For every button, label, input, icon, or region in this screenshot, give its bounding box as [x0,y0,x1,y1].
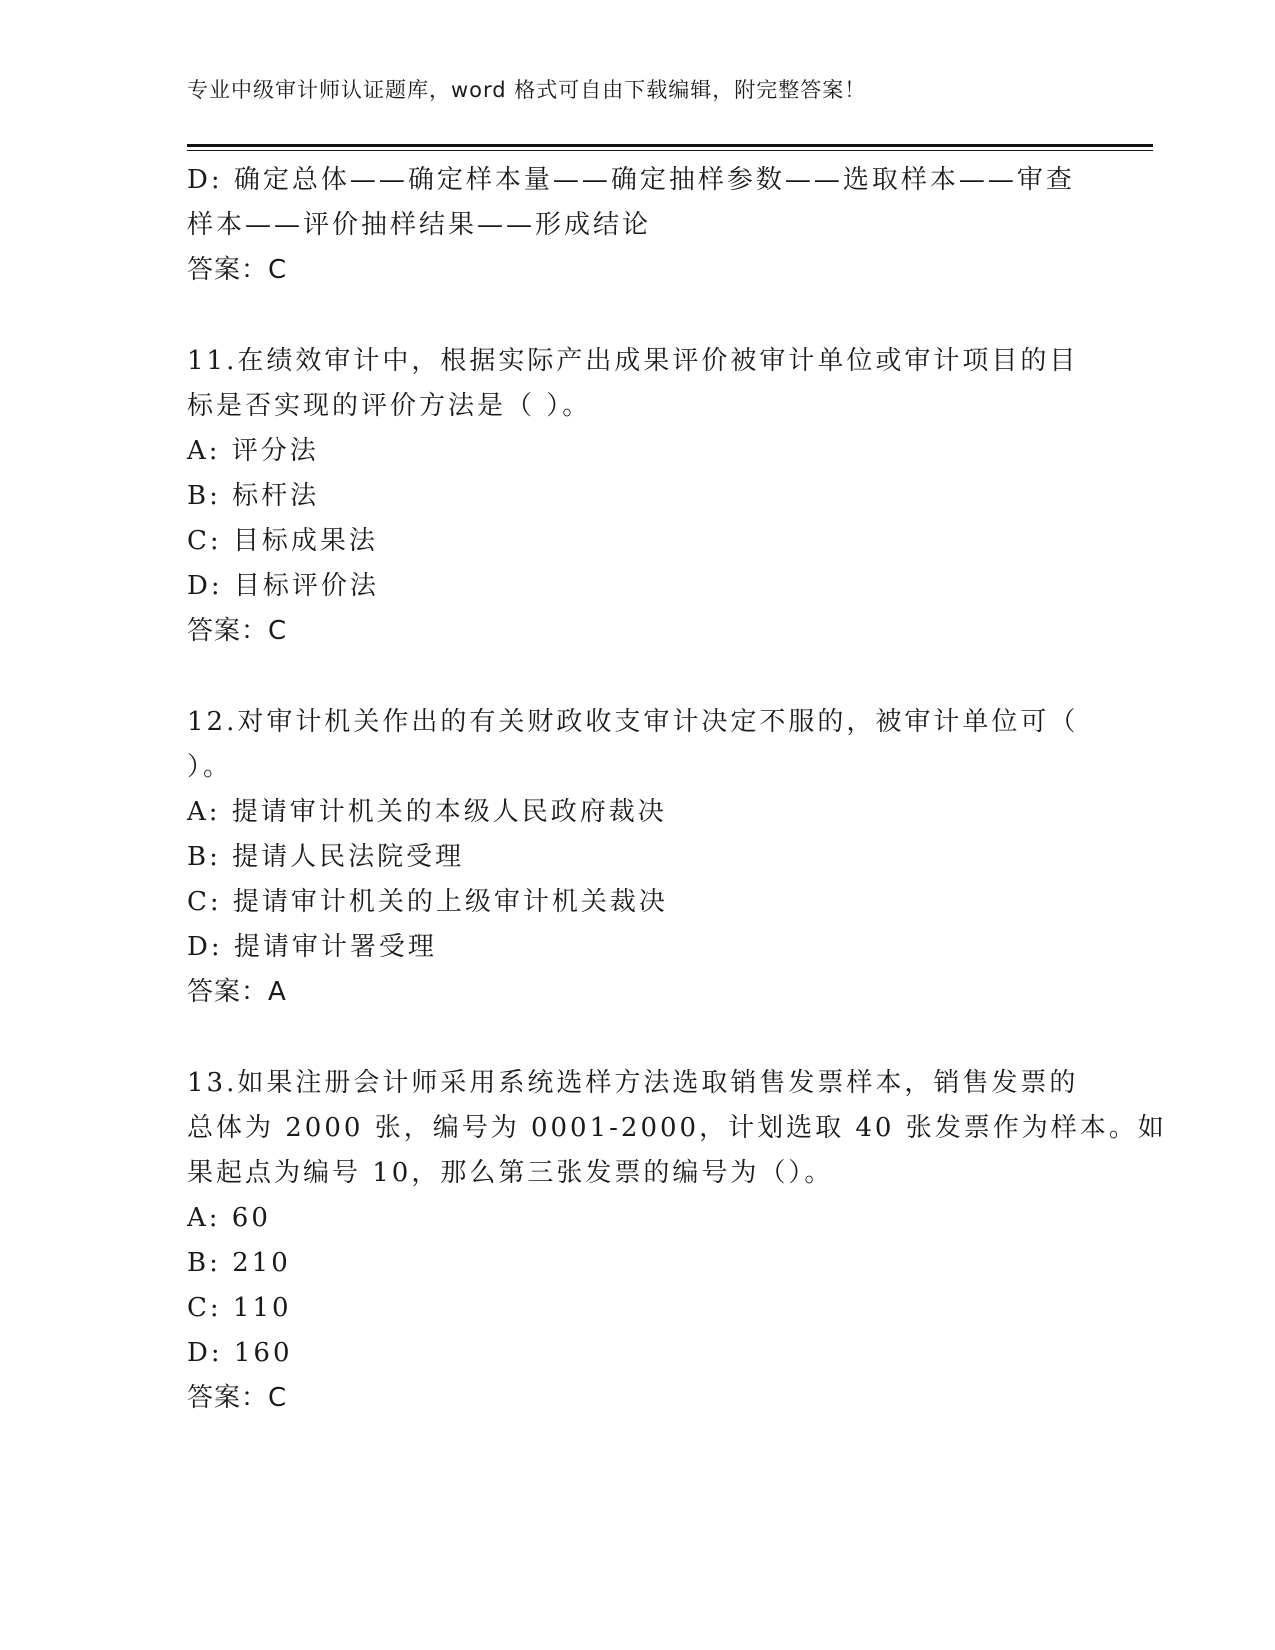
document-header: 专业中级审计师认证题库，word 格式可自由下载编辑，附完整答案！ [187,78,867,102]
previous-question-tail [187,158,1087,293]
option-b: B: 提请人民法院受理 [187,842,465,872]
question-11 [187,339,1087,654]
option-d: D: 目标评价法 [187,571,379,601]
question-stem-line: ）。 [187,752,233,782]
option-d: D: 160 [187,1338,293,1368]
option-c: C: 110 [187,1293,292,1323]
option-d: D: 提请审计署受理 [187,932,437,962]
question-content [187,158,1167,1421]
question-13 [187,1061,1167,1421]
option-b: B: 标杆法 [187,481,320,511]
question-stem-line: 标是否实现的评价方法是（ ）。 [187,391,592,421]
question-stem-line: 12.对审计机关作出的有关财政收支审计决定不服的，被审计单位可（ [187,707,1079,737]
answer: 答案：C [187,1383,288,1413]
option-c: C: 目标成果法 [187,526,378,556]
answer: 答案：C [187,255,288,285]
question-12 [187,700,1087,1015]
option-a: A: 60 [187,1203,271,1233]
question-stem-line: 11.在绩效审计中，根据实际产出成果评价被审计单位或审计项目的目 [187,346,1079,376]
option-b: B: 210 [187,1248,291,1278]
question-stem-line: 13.如果注册会计师采用系统选样方法选取销售发票样本，销售发票的 [187,1068,1079,1098]
header-rule-thick [187,144,1153,147]
answer: 答案：C [187,616,288,646]
header-rule-thin [187,150,1153,151]
option-a: A: 提请审计机关的本级人民政府裁决 [187,797,667,827]
question-stem-line: 果起点为编号 10，那么第三张发票的编号为（）。 [187,1158,834,1188]
question-stem-line: 总体为 2000 张，编号为 0001-2000，计划选取 40 张发票作为样本。如 [187,1113,1167,1143]
option-d-line-1: D: 确定总体——确定样本量——确定抽样参数——选取样本——审查 [187,165,1075,195]
answer: 答案：A [187,977,287,1007]
option-a: A: 评分法 [187,436,319,466]
option-c: C: 提请审计机关的上级审计机关裁决 [187,887,668,917]
option-d-line-2: 样本——评价抽样结果——形成结论 [187,210,652,240]
